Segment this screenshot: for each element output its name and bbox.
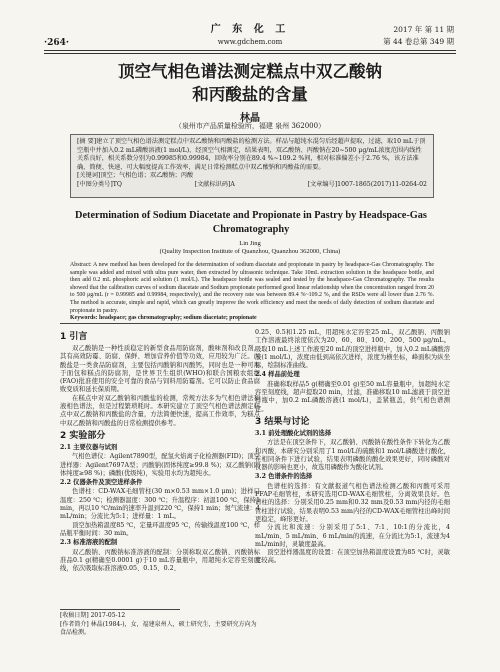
volume-number: 第 44 卷总第 349 期 (383, 37, 454, 46)
journal-name: 广 东 化 工 (210, 24, 290, 35)
section-2-3-text: 双乙酸钠、丙酸钠标准溶液的配制：分别称取双乙酸钠、丙酸钠标准品0.1 g(精确至0.0001 g)于10 mL容量瓶中，用超纯水定容至刻度线，依次吸取标准溶液0.05、0.15、0.2、 (60, 548, 260, 573)
section-2-2-heading: 2.2 仪器条件及顶空进样条件 (60, 479, 143, 487)
section-3-2-heading: 3.2 色谱条件的选择 (255, 473, 313, 481)
clc-number: [中图分类号]TQ (77, 180, 122, 188)
footnote-rule (60, 609, 180, 610)
page-number: ·264· (44, 38, 70, 48)
section-1-heading: 1 引言 (60, 332, 88, 342)
journal-header (190, 24, 310, 48)
article-number: [文章编号]1007-1865(2017)11-0264-02 (307, 180, 427, 188)
english-author: Lin Jing (239, 240, 261, 247)
header-rule-thin (44, 53, 456, 54)
section-2-2-text-2: 顶空加热箱温度85 ℃，定量环温度95 ℃，传输线温度100 ℃，样品瓶平衡时间：30 min。 (60, 521, 260, 537)
section-2-3-heading: 2.3 标准溶液的配制 (60, 539, 118, 547)
section-3-heading: 3 结果与讨论 (255, 416, 310, 427)
section-3-1-heading: 3.1 前处理酸化试剂的选择 (255, 429, 332, 437)
section-2-2-text: 色谱柱：CD-WAX毛细管柱(30 m×0.53 mm×1.0 μm)；进样口温度：250 ℃；检测器温度：300 ℃；升温程序：初温100 ℃，保持1 min，再以10 ℃/min的速率升温到220 ℃，保持1 min；氮气流速：4 mL/min；分流比为5:1；进样量：1 mL。 (60, 488, 260, 521)
english-title-line2: Chromatography (212, 224, 290, 235)
english-affiliation: (Quality Inspection Institute of Quanzhou, Quanzhou 362000, China) (159, 248, 341, 255)
right-column (255, 329, 450, 566)
english-abstract-block (70, 262, 434, 323)
section-3-1-text: 方法是在顶空条件下，双乙酸钠、丙酸钠在酸性条件下转化为乙酸和丙酸，本研究分别采用了1 mol/L的硫酸和1 mol/L磷酸进行酸化，在相同条件下进行试验，结果表明磷酸的酸化效果更好，同时磷酸对仪器的影响也更小，故选用磷酸作为酸化试剂。 (255, 439, 450, 472)
english-abstract: Abstract: A new method has been developed for the determination of sodium diacetate and propionate in pastry by headspace-Gas Chromatography. The sample was added and mixed with ultra pure water, then extracted by ultrasonic technique. Take 10mL extraction solution in the headspace bottle, and then add 0.2 mL phosphoric acid solution (1 mol/L). The headspace bottle was sealed and tested by the headspace-Gas Chromatography. The results showed that the calibration curves of sodium diacetate and Sodium propionate performed good linear relationship when the concentration ranged from 20 to 500 μg/mL (r = 0.99985 and 0.99984, respectively), and the recovery rate was between 89.4 %~109.2 %, and the RSDs were all lower than 2.76 %. The method is accurate, simple and rapid, which can greatly improve the work efficiency and meet the needs of daily detection of sodium diacetate and propionate in pastry. (70, 262, 434, 314)
chinese-affiliation: （泉州市产品质量检验所，福建 泉州 362000） (174, 122, 326, 130)
chinese-abstract-box (70, 134, 434, 198)
chinese-author: 林晶 (240, 113, 260, 124)
section-2-heading: 2 实验部分 (60, 430, 106, 441)
section-divider (60, 323, 440, 324)
section-2-3-continued: 0.25、0.5和1.25 mL，用超纯水定容至25 mL，双乙酸钠、丙酸钠工作溶液最终浓度依次为20、60、80、100、200、500 μg/mL。吸取10 mL上述工作液至20 mL的顶空进样瓶中，加入0.2 mL磷酸溶液(1 mol/L)，浓度由低到高依次进样，浓度为横坐标，峰面积为纵坐标，绘制标准曲线。 (255, 329, 450, 370)
section-3-2-text-2: 分流比和流速：分别采用了5:1、7:1、10:1的分流比，4 mL/min、5 mL/min、6 mL/min的流速，在分流比为5:1，流速为4 mL/min时，灵敏度最高。 (255, 524, 450, 548)
header-rule (44, 50, 456, 51)
author-bio: [作者简介] 林晶(1984-)，女，福建泉州人，硕士研究生，主要研究方向为食品检测。 (60, 621, 257, 636)
section-2-4-heading: 2.4 样品前处理 (255, 371, 300, 379)
chinese-title-line2: 和丙酸盐的含量 (192, 85, 308, 104)
received-date: [收稿日期] 2017-05-12 (60, 612, 126, 619)
issue-info (383, 24, 454, 48)
section-3-2-text-3: 顶空进样器温度的设置：在顶空加热箱温度设置为85 ℃时，灵敏度较高。 (255, 549, 450, 565)
section-2-1-text: 气相色谱仪：Agilent7890型，配氢火焰离子化检测器(FID)；顶空进样器：Agilent7697A型；丙酸钠(固体纯度≥99.8 %)；双乙酸钠(固体纯度≥98 %)；磷酸(优级纯)，实验用水均为超纯水。 (60, 453, 260, 477)
chinese-title-line1: 顶空气相色谱法测定糕点中双乙酸钠 (118, 62, 382, 81)
classification-row (77, 181, 427, 190)
english-keywords: Keywords: headspace; gas chromatography; sodium diacetate; propionate (70, 315, 257, 322)
section-2-4-text: 准确称取样品5 g(精确至0.01 g)至50 mL容量瓶中，加超纯水定容至刻度线，超声提取20 min，过滤，准确移取10 mL滤液于顶空进样瓶中，加0.2 mL磷酸溶液(1 mol/L)，盖紧瓶盖，供气相色谱测定。 (255, 380, 450, 413)
chinese-abstract: [摘 要]建立了顶空气相色谱法测定糕点中双乙酸钠和丙酸盐的检测方法。样品与超纯水混匀后经超声提取，过滤，取10 mL于顶空瓶中并加入0.2 mL磷酸溶液(1 mol/L)，经顶空气相测定，结果表明，双乙酸钠、丙酸钠在20~500 μg/mL浓度范围内线性关系良好，相关系数分别为0.99985和0.99984，回收率分别在89.4 %~109.2 %间，相对标准偏差小于2.76 %，该方法准确、简便、快速、可大幅度提高工作效率，满足日常检测糕点中双乙酸钠和丙酸盐的需要。 (77, 138, 426, 171)
issue-number: 2017 年 第 11 期 (393, 25, 454, 34)
section-3-2-text: 色谱柱的选择：有文献报道气相色谱法检测乙酸和丙酸可采用FFAP毛细管柱，本研究选用CD-WAX毛细管柱，分离效果良好。色谱柱的选择：分别采用0.25 mm和0.32 mm及0.53 mm内径的毛细管柱进行试验，结果表明0.53 mm内径的CD-WAX毛细管柱出峰时间更稳定，峰形更好。 (255, 482, 450, 523)
english-title (56, 209, 446, 237)
section-2-1-heading: 2.1 主要仪器与试剂 (60, 443, 118, 451)
chinese-keywords: [关键词]顶空；气相色谱；双乙酸钠；丙酸 (77, 172, 194, 180)
english-title-line1: Determination of Sodium Diacetate and Propionate in Pastry by Headspace-Gas (75, 210, 427, 221)
journal-url: www.gdchem.com (217, 38, 283, 46)
section-1-text-2: 在糕点中对双乙酸钠和丙酸盐的检测，常规方法多为气相色谱法和液相色谱法，但是过程繁琐耗时。本研究建立了顶空气相色谱法测定糕点中双乙酸钠和丙酸盐的含量，方法简便快速，提高工作效率，为糕点中双乙酸钠和丙酸盐的日常检测提供参考。 (60, 394, 260, 427)
document-code: [文献标识码]A (194, 180, 235, 188)
section-1-text: 双乙酸钠是一种性质稳定的新型食品用防腐剂，酸味剂和改良剂，其有高效防霉、防腐、保鲜、增加营养价值等功效，应用较为广泛。丙酸盐是一类食品防腐剂，主要包括丙酸钠和丙酸钙，同时也是一种可用于面包和糕点的防腐剂，是世界卫生组织(WHO)和联合国粮农组织(FAO)批准使用的安全可靠的食品与饲料用防霉剂。它可以防止食品腐败变质和延长保质期。 (60, 345, 260, 394)
left-column (60, 329, 260, 573)
chinese-title (60, 60, 440, 106)
